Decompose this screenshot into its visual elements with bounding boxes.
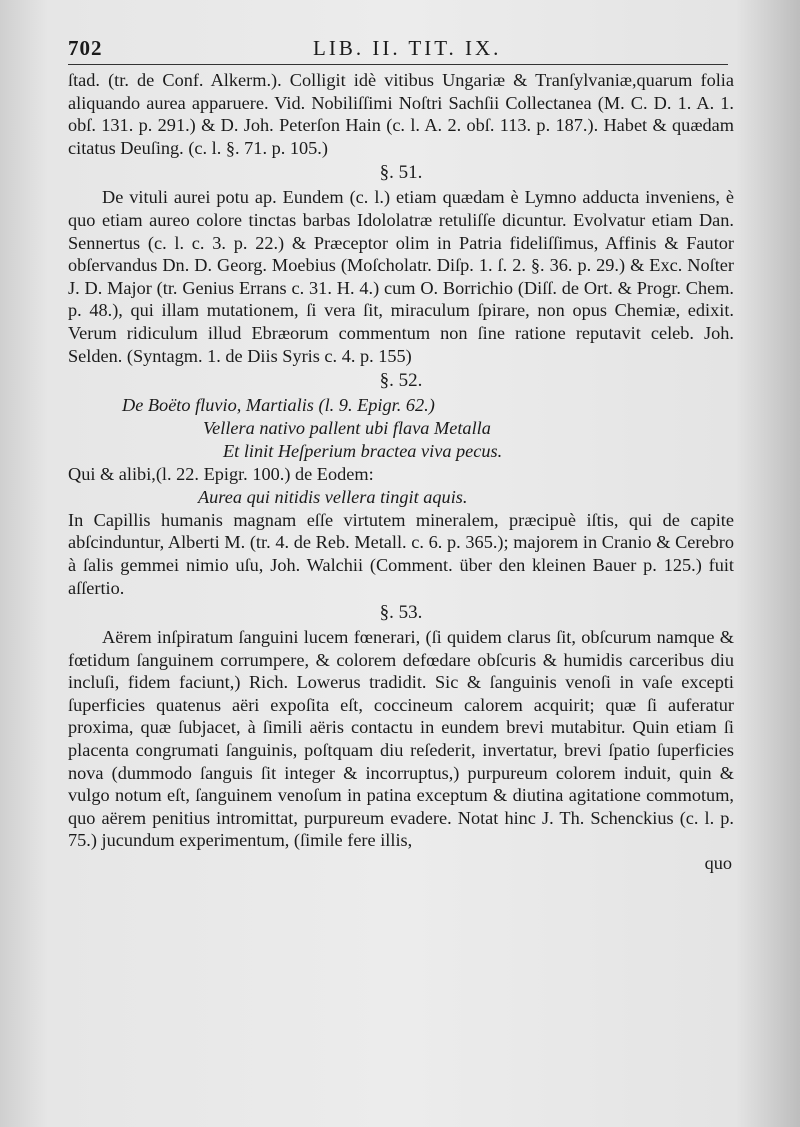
catchword: quo: [704, 853, 732, 874]
paragraph-2: De vituli aurei potu ap. Eundem (c. l.) etiam quædam è Lymno adducta inveniens, è quo etiam aureo colore tinctas barbas Idololatræ retuliſſe dicuntur. Evolvatur etiam Dan. Sennertus (c. l. c. 3. p. 22.) & Præceptor olim in Patria fideliſſimus, Affinis & Fautor obſervandus Dn. D. Georg. Moebius (Moſcholatr. Diſp. 1. ſ. 2. §. 36. p. 29.) & Exc. Noſter J. D. Major (tr. Genius Errans c. 31. H. 4.) cum O. Borrichio (Diſſ. de Ort. & Progr. Chem. p. 48.), qui illam mutationem, ſi vera ſit, miraculum ſpirare, non opus Chemiæ, edixit. Verum ridiculum illud Ebræorum commentum non ſine ratione reputavit celeb. Joh. Selden. (Syntagm. 1. de Diis Syris c. 4. p. 155): [68, 187, 734, 366]
section-heading-51: §. 51.: [379, 162, 423, 184]
section-heading-53: §. 53.: [379, 602, 423, 624]
paragraph-4: In Capillis humanis magnam eſſe virtutem mineralem, præcipuè iſtis, qui de capite abſcinduntur, Alberti M. (tr. 4. de Reb. Metall. c. 6. p. 365.); majorem in Cranio & Cerebro à ſalis gemmei nimio uſu, Joh. Walchii (Comment. über den kleinen Bauer p. 125.) fuit aſſertio.: [68, 509, 734, 598]
section-heading-52: §. 52.: [379, 370, 423, 392]
running-title: LIB. II. TIT. IX.: [313, 36, 502, 60]
paragraph-5: Aërem inſpiratum ſanguini lucem fœnerari, (ſi quidem clarus ſit, obſcurum namque & fœtidum ſanguinem corrumpere, & colorem defœdare obſcuris & humidis carceribus diu incluſi, fidem faciunt,) Rich. Lowerus tradidit. Sic & ſanguinis venoſi in vaſe excepti ſuperficies quatenus aëri expoſita eſt, coccineum calorem acquirit; quæ ſi auferatur proxima, quæ ſubjacet, à ſimili aëris contactu in eundem brevi mutabitur. Quin etiam ſi placenta congrumati ſanguinis, poſtquam diu reſederit, invertatur, brevi ſpatio ſuperficies nova (dummodo ſanguis ſit integer & incorruptus,) purpureum colorem induit, quin & vulgo notum eſt, ſanguinem venoſum in patina exceptum & diutina agitatione commotum, quo aërem penitius intromittat, purpureum evadere. Notat hinc J. Th. Schenckius (c. l. p. 75.) jucundum experimentum, (ſimile fere illis,: [68, 627, 734, 851]
page-header: [68, 36, 728, 65]
body-text: [68, 69, 734, 875]
page-number: 702: [68, 36, 103, 60]
verse-line-1: Vellera nativo pallent ubi flava Metalla: [203, 418, 491, 439]
verse-line-2: Et linit Heſperium bractea viva pecus.: [223, 441, 503, 462]
paragraph-1: ſtad. (tr. de Conf. Alkerm.). Colligit idè vitibus Ungariæ & Tranſylvaniæ,quarum folia aliquando aurea apparuere. Vid. Nobiliſſimi Noſtri Sachſii Collectanea (M. C. D. 1. A. 1. obſ. 131. p. 291.) & D. Joh. Peterſon Hain (c. l. A. 2. obſ. 113. p. 187.). Habet & quædam citatus Deuſing. (c. l. §. 71. p. 105.): [68, 70, 734, 158]
verse-line-3: Aurea qui nitidis vellera tingit aquis.: [198, 486, 468, 507]
verse-intro: De Boëto fluvio, Martialis (l. 9. Epigr. 62.): [122, 395, 435, 416]
paragraph-3: Qui & alibi,(l. 22. Epigr. 100.) de Eodem:: [68, 464, 374, 485]
